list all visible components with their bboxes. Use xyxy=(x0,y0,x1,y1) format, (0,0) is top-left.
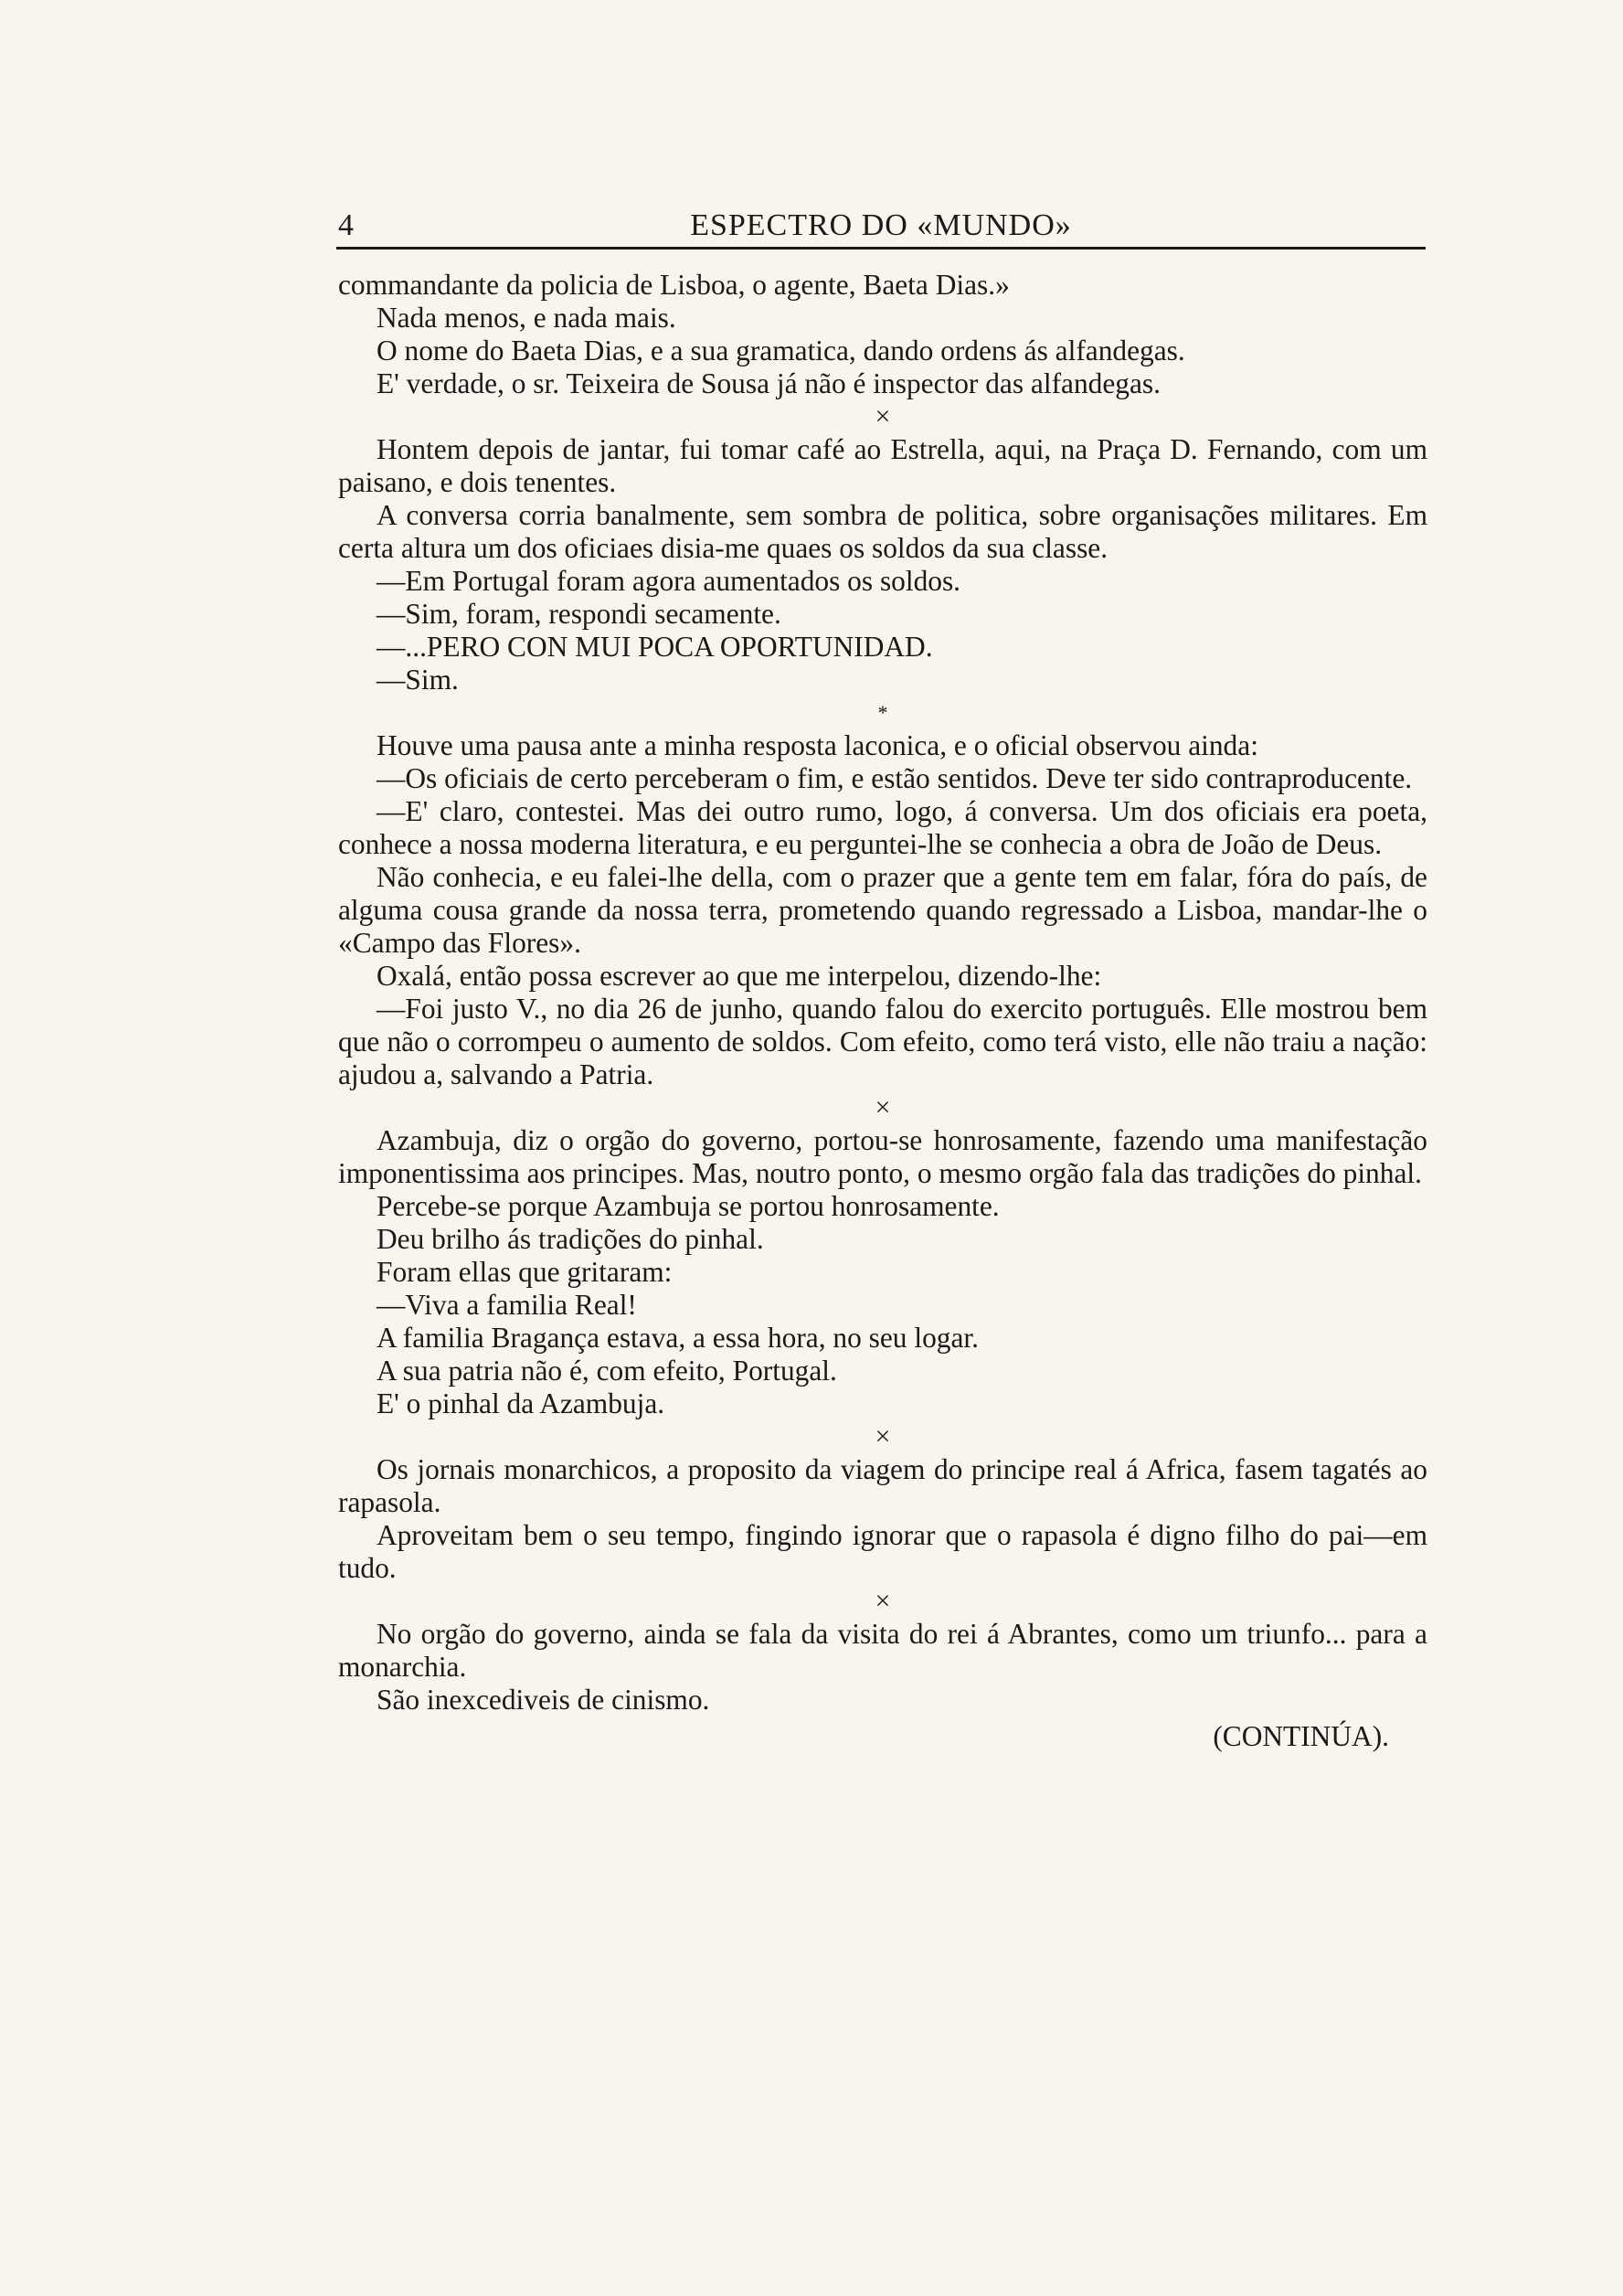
paragraph: A familia Bragança estava, a essa hora, no seu logar. xyxy=(377,1322,979,1354)
paragraph: Oxalá, então possa escrever ao que me interpelou, dizendo-lhe: xyxy=(377,960,1102,992)
paragraph: —...PERO CON MUI POCA OPORTUNIDAD. xyxy=(377,631,933,663)
paragraph: —Sim, foram, respondi secamente. xyxy=(377,598,781,630)
paragraph: Hontem depois de jantar, fui tomar café ao Estrella, aqui, na Praça D. Fernando, com um paisano, e dois tenentes. xyxy=(338,433,1427,498)
paragraph: Houve uma pausa ante a minha resposta laconica, e o oficial observou ainda: xyxy=(377,729,1258,761)
paragraph: A sua patria não é, com efeito, Portugal. xyxy=(377,1355,837,1387)
section-separator: * xyxy=(877,701,888,724)
section-separator: × xyxy=(875,401,891,431)
paragraph: Os jornais monarchicos, a proposito da viagem do principe real á Africa, fasem tagatés ao rapasola. xyxy=(338,1453,1427,1518)
page-number: 4 xyxy=(338,208,354,242)
paragraph: Azambuja, diz o orgão do governo, portou-se honrosamente, fazendo uma manifestação imponentissima aos principes. Mas, noutro ponto, o mesmo orgão fala das tradições do pinhal. xyxy=(338,1124,1427,1189)
paragraph: A conversa corria banalmente, sem sombra de politica, sobre organisações militares. Em certa altura um dos oficiaes disia-me quaes os soldos da sua classe. xyxy=(338,499,1427,564)
paragraph: Percebe-se porque Azambuja se portou honrosamente. xyxy=(377,1190,1000,1222)
paragraph: Aproveitam bem o seu tempo, fingindo ignorar que o rapasola é digno filho do pai—em tudo. xyxy=(338,1519,1427,1584)
paragraph: —E' claro, contestei. Mas dei outro rumo, logo, á conversa. Um dos oficiais era poeta, conhece a nossa moderna literatura, e eu perguntei-lhe se conhecia a obra de João de Deus. xyxy=(338,795,1427,860)
paragraph: E' o pinhal da Azambuja. xyxy=(377,1387,665,1419)
paragraph: São inexcediveis de cinismo. xyxy=(377,1684,710,1716)
paragraph: —Os oficiais de certo perceberam o fim, e estão sentidos. Deve ter sido contraproducente. xyxy=(377,762,1413,794)
page-header xyxy=(336,208,1426,250)
paragraph: Foram ellas que gritaram: xyxy=(377,1256,673,1288)
paragraph: Deu brilho ás tradições do pinhal. xyxy=(377,1223,764,1255)
section-separator: × xyxy=(875,1586,891,1616)
paragraph: commandante da policia de Lisboa, o agente, Baeta Dias.» xyxy=(338,269,1010,301)
paragraph: —Sim. xyxy=(377,664,459,696)
section-separator: × xyxy=(875,1421,891,1451)
paragraph: Não conhecia, e eu falei-lhe della, com o prazer que a gente tem em falar, fóra do país, de alguma cousa grande da nossa terra, prometendo quando regressado a Lisboa, mandar-lhe o «Campo das Flores». xyxy=(338,861,1427,959)
paragraph: No orgão do governo, ainda se fala da visita do rei á Abrantes, como um triunfo... para a monarchia. xyxy=(338,1618,1427,1683)
paragraph: —Em Portugal foram agora aumentados os soldos. xyxy=(377,565,961,597)
paragraph: O nome do Baeta Dias, e a sua gramatica, dando ordens ás alfandegas. xyxy=(377,335,1185,367)
paragraph: Nada menos, e nada mais. xyxy=(377,302,676,334)
continuation-note: (CONTINÚA). xyxy=(1213,1720,1389,1752)
paragraph: —Foi justo V., no dia 26 de junho, quando falou do exercito português. Elle mostrou bem que não o corrompeu o aumento de soldos. Com efeito, como terá visto, elle não traiu a nação: ajudou a, salvando a Patria. xyxy=(338,993,1427,1090)
section-separator: × xyxy=(875,1092,891,1122)
running-title: ESPECTRO DO «MUNDO» xyxy=(690,208,1072,242)
article-body xyxy=(338,269,1427,1753)
paragraph: E' verdade, o sr. Teixeira de Sousa já não é inspector das alfandegas. xyxy=(377,367,1161,399)
paragraph: —Viva a familia Real! xyxy=(377,1289,637,1321)
